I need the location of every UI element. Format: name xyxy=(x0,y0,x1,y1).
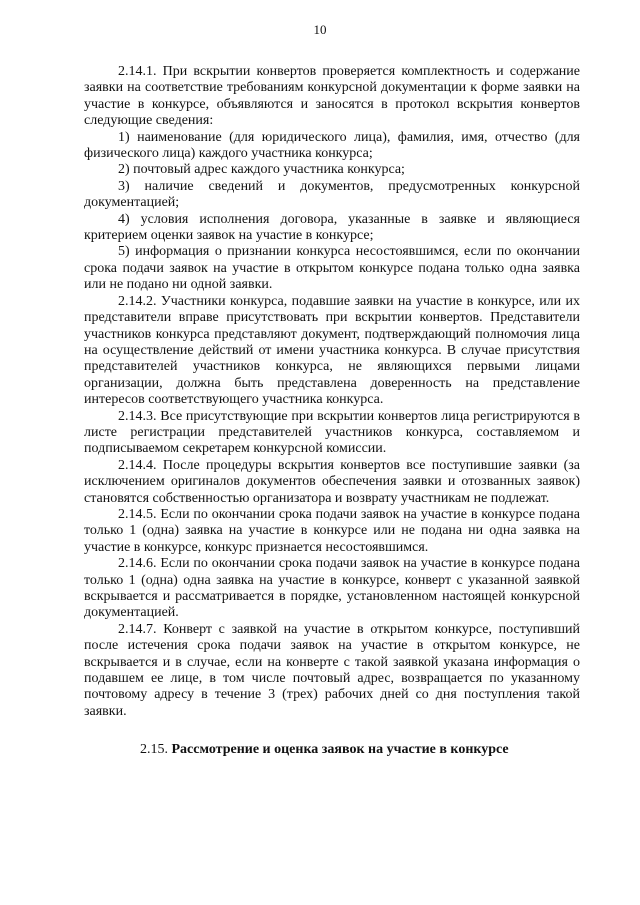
paragraph-2-14-4: 2.14.4. После процедуры вскрытия конвертов все поступившие заявки (за исключением оригиналов документов обеспечения заявки и отозванных заявок) становятся собственностью организатора и возврату участникам не подлежат. xyxy=(84,457,580,506)
section-number: 2.15. xyxy=(140,742,168,758)
paragraph-2-14-3: 2.14.3. Все присутствующие при вскрытии конвертов лица регистрируются в листе регистрации представителей участников конкурса, составляемом и подписываемом секретарем конкурсной комиссии. xyxy=(84,408,580,457)
list-item-4: 4) условия исполнения договора, указанные в заявке и являющиеся критерием оценки заявок на участие в конкурсе; xyxy=(84,211,580,244)
section-title: Рассмотрение и оценка заявок на участие в конкурсе xyxy=(171,742,509,758)
paragraph-2-14-1: 2.14.1. При вскрытии конвертов проверяется комплектность и содержание заявки на соответствие требованиям конкурсной документации к форме заявки на участие в конкурсе, объявляются и заносятся в протокол вскрытия конвертов следующие сведения: xyxy=(84,64,580,129)
paragraph-2-14-6: 2.14.6. Если по окончании срока подачи заявок на участие в конкурсе подана только 1 (одна) одна заявка на участие в конкурсе, конверт с указанной заявкой вскрывается и рассматривается в порядке, установленном настоящей конкурсной документацией. xyxy=(84,556,580,621)
page-number: 10 xyxy=(313,22,327,37)
list-item-2: 2) почтовый адрес каждого участника конкурса; xyxy=(118,162,405,178)
list-item-5: 5) информация о признании конкурса несостоявшимся, если по окончании срока подачи заявок на участие в открытом конкурсе подана только одна заявка или не подано ни одной заявки. xyxy=(84,244,580,293)
paragraph-2-14-5: 2.14.5. Если по окончании срока подачи заявок на участие в конкурсе подана только 1 (одна) заявка на участие в конкурсе или не подана ни одна заявка на участие в конкурсе, конкурс признается несостоявшимся. xyxy=(84,506,580,555)
list-item-3: 3) наличие сведений и документов, предусмотренных конкурсной документацией; xyxy=(84,178,580,211)
paragraph-2-14-2: 2.14.2. Участники конкурса, подавшие заявки на участие в конкурсе, или их представители вправе присутствовать при вскрытии конвертов. Представители участников конкурса представляют документ, подтверждающий полномочия лица на осуществление действий от имени участника конкурса. В случае присутствия представителей участников конкурса, не являющихся первыми лицами организации, должна быть представлена доверенность на представление интересов соответствующего участника конкурса. xyxy=(84,293,580,408)
section-heading xyxy=(84,742,580,758)
list-item-1: 1) наименование (для юридического лица), фамилия, имя, отчество (для физического лица) каждого участника конкурса; xyxy=(84,129,580,162)
paragraph-2-14-7: 2.14.7. Конверт с заявкой на участие в открытом конкурсе, поступивший после истечения срока подачи заявок на участие в открытом конкурсе, не вскрывается и в случае, если на конверте с такой заявкой указана информация о подавшем ее лице, в том числе почтовый адрес, возвращается по указанному почтовому адресу в течение 3 (трех) рабочих дней со дня поступления такой заявки. xyxy=(84,621,580,719)
document-body xyxy=(84,64,580,759)
